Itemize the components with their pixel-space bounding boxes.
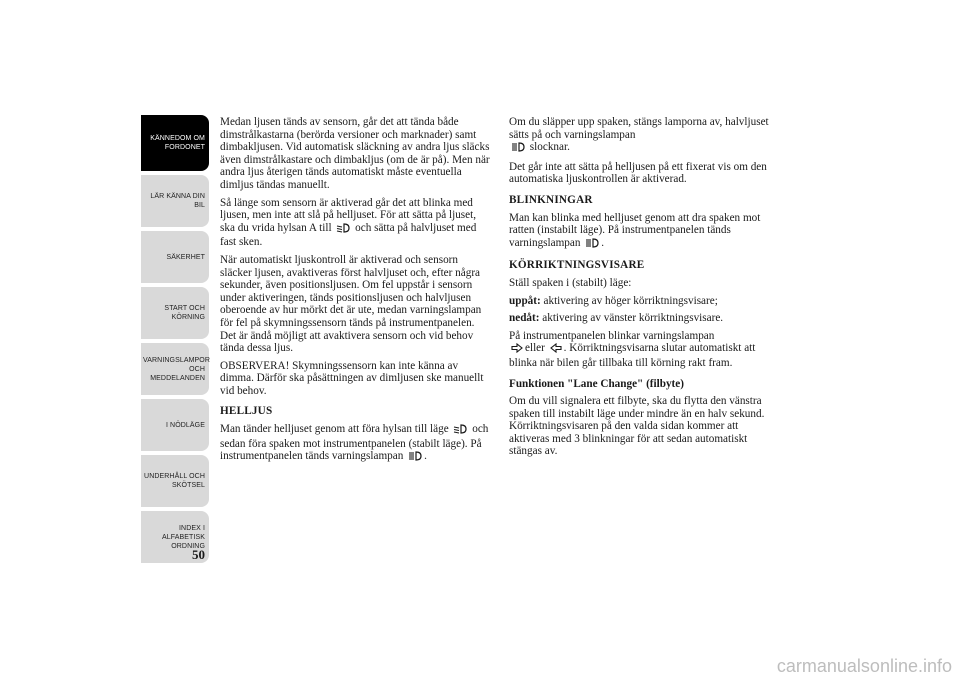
low-beam-icon — [453, 424, 467, 438]
section-heading-korriktningsvisare: KÖRRIKTNINGSVISARE — [509, 259, 645, 272]
paragraph: uppåt: aktivering av höger körriktningsvisare; — [509, 294, 718, 307]
paragraph: Ställ spaken i (stabilt) läge: — [509, 276, 632, 289]
sidebar-item-varningslampor[interactable]: VARNINGSLAMPOR OCH MEDDELANDEN — [141, 343, 209, 395]
paragraph: OBSERVERA! Skymningssensorn kan inte känna av dimma. Därför ska påsättningen av dimljusen ske manuellt vid behov. — [220, 359, 484, 397]
section-heading-lane-change: Funktionen "Lane Change" (filbyte) — [509, 377, 684, 390]
paragraph: Det går inte att sätta på helljusen på ett fixerat vis om den automatiska ljuskontrollen är aktiverad. — [509, 160, 767, 186]
high-beam-icon — [511, 142, 525, 156]
paragraph: När automatiskt ljuskontroll är aktiverad och sensorn släcker ljusen, avaktiveras först halvljuset och, efter några sekunder, även positionsljusen. Om fel uppstår i sensorn under aktiveringen, tänds positionsljusen och halvljusen oberoende av hur mörkt det är ute, medan varningslampan för fel på skymningssensorn tänds på instrumentpanelen. Det är ändå möjligt att avaktivera sensorn och vid behov tända dessa ljus. — [220, 253, 482, 355]
paragraph: nedåt: aktivering av vänster körriktningsvisare. — [509, 312, 724, 325]
turn-right-arrow-icon — [511, 343, 523, 357]
section-heading-helljus: HELLJUS — [220, 405, 273, 418]
paragraph: Så länge som sensorn är aktiverad går det att blinka med ljusen, men inte att slå på helljuset. För att sätta på ljuset, ska du vrida hylsan A till och sätta på halvljuset med fast sken. — [220, 196, 477, 249]
high-beam-icon — [585, 238, 599, 252]
right-column — [509, 116, 781, 463]
paragraph: Medan ljusen tänds av sensorn, går det att tända både dimstrålkastarna (berörda versioner och marknader) samt dimbakljusen. Vid automatisk släckning av andra ljus släcks även dimstrålkastare och dimbakljus (om de är på). Men när andra ljus återigen tänds automatiskt måste eventuella dimljus tändas manuellt. — [220, 116, 490, 191]
paragraph: På instrumentpanelen blinkar varningslampan eller . Körriktningsvisarna slutar automatiskt att blinka när bilen går tillbaka till körning rakt fram. — [509, 329, 756, 369]
low-beam-icon — [336, 223, 350, 237]
sidebar-item-underhall[interactable]: UNDERHÅLL OCH SKÖTSEL — [141, 455, 209, 507]
watermark: carmanualsonline.info — [776, 656, 952, 676]
sidebar-item-kannedom[interactable]: KÄNNEDOM OM FORDONET — [141, 115, 209, 171]
sidebar-item-nodlage[interactable]: I NÖDLÄGE — [141, 399, 209, 451]
paragraph: Om du släpper upp spaken, stängs lamporna av, halvljuset sätts på och varningslampan slocknar. — [509, 116, 781, 156]
chapter-sidebar — [141, 115, 209, 567]
turn-left-arrow-icon — [550, 343, 562, 357]
sidebar-item-index[interactable]: INDEX I ALFABETISK ORDNING — [141, 511, 209, 563]
paragraph: Om du vill signalera ett filbyte, ska du flytta den vänstra spaken till instabilt läge under mindre än en halv sekund. Körriktningsvisaren på den valda sidan kommer att aktiveras med 3 blinkningar för att sedan automatiskt stängas av. — [509, 395, 765, 458]
label-nedat: nedåt: — [509, 312, 540, 325]
high-beam-icon — [408, 451, 422, 465]
sidebar-item-sakerhet[interactable]: SÄKERHET — [141, 231, 209, 283]
paragraph: Man tänder helljuset genom att föra hylsan till läge och sedan föra spaken mot instrumentpanelen (stabilt läge). På instrumentpanelen tänds varningslampan . — [220, 423, 492, 465]
page-number: 50 — [192, 547, 205, 562]
label-uppat: uppåt: — [509, 294, 541, 307]
paragraph: Man kan blinka med helljuset genom att dra spaken mot ratten (instabilt läge). På instrumentpanelen tänds varningslampan . — [509, 212, 781, 252]
sidebar-item-start[interactable]: START OCH KÖRNING — [141, 287, 209, 339]
left-column — [220, 116, 492, 470]
sidebar-item-lar-kanna[interactable]: LÄR KÄNNA DIN BIL — [141, 175, 209, 227]
section-heading-blinkningar: BLINKNINGAR — [509, 193, 593, 206]
